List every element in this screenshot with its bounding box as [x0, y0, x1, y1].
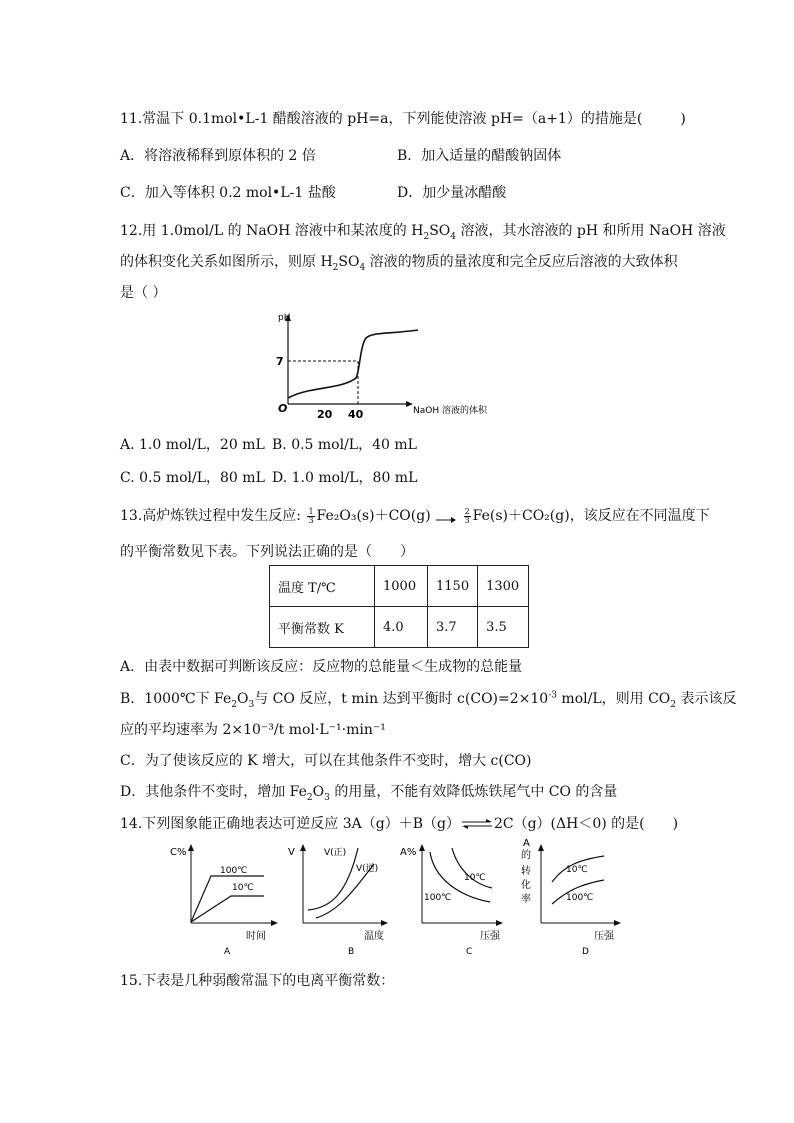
x-tick-40: 40 [348, 408, 364, 421]
graph-b-xlabel: 温度 [364, 931, 384, 942]
q12-stem-line1: 12.用 1.0mol/L 的 NaOH 溶液中和某浓度的 $H_2SO_4$ 溶液，其水溶液的 pH 和所用 NaOH 溶液 [120, 223, 726, 242]
graph-b [288, 844, 388, 957]
q11-stem: 11.常温下 0.1mol•L-1 醋酸溶液的 pH=a，下列能使溶液 pH=（a+1）的措施是( ) [120, 111, 686, 127]
table-row [270, 607, 529, 648]
q13-option-b[interactable]: B．1000℃下 $Fe_2O_3$与 CO 反应，t min 达到平衡时 $c(CO)=2\times 10^{-3}$ mol/L，则用 $CO_2$ 表示该反 [120, 690, 737, 710]
q15-stem: 15.下表是几种弱酸常温下的电离平衡常数： [120, 973, 395, 989]
q12-option-a[interactable]: A. 1.0 mol/L，20 mL [120, 437, 265, 453]
graph-c-curve2-label: 100℃ [424, 893, 452, 903]
x-axis-arrow-icon [406, 401, 413, 407]
q11-option-c[interactable]: C．加入等体积 0.2 mol•L-1 盐酸 [120, 185, 336, 201]
graph-d-ylabel-2: 的 [521, 850, 531, 861]
graph-a-caption: A [224, 947, 231, 957]
q11-option-d[interactable]: D．加少量冰醋酸 [397, 185, 507, 201]
graph-d [521, 838, 621, 957]
fraction-one-third: $\frac{1}{3}$ [308, 506, 314, 525]
x-axis-label: NaOH 溶液的体积 [413, 406, 487, 416]
graph-a [170, 844, 278, 957]
q13-option-a[interactable]: A．由表中数据可判断该反应：反应物的总能量＜生成物的总能量 [120, 659, 523, 675]
table-cell: 平衡常数 K [270, 607, 375, 648]
graph-d-ylabel-3: 转 [521, 866, 531, 877]
graph-a-xlabel: 时间 [246, 931, 266, 942]
graph-d-curve1-label: 10℃ [566, 865, 588, 875]
graph-b-ylabel: V [288, 847, 295, 858]
y-tick-7: 7 [276, 355, 284, 368]
table-row [270, 566, 529, 607]
graph-d-ylabel-5: 率 [521, 894, 531, 905]
table-cell: 1150 [428, 566, 478, 607]
graph-b-caption: B [348, 947, 355, 957]
equilibrium-arrow-icon [460, 818, 494, 830]
graph-d-ylabel-1: A [523, 838, 530, 849]
graph-c [400, 844, 503, 957]
q13-option-b-line2: 应的平均速率为 2×10⁻³/t mol·L⁻¹·min⁻¹ [120, 722, 386, 738]
table-cell: 温度 T/℃ [270, 566, 375, 607]
q12-stem-line2: 的体积变化关系如图所示，则原 $H_2SO_4$ 溶液的物质的量浓度和完全反应后溶液的大致体积 [120, 254, 678, 273]
graph-c-xlabel: 压强 [480, 931, 500, 942]
graph-a-curve2-label: 10℃ [232, 883, 254, 893]
reaction-arrow-icon [435, 512, 457, 520]
q11-option-a[interactable]: A．将溶液稀释到原体积的 2 倍 [120, 148, 316, 164]
q12-option-d[interactable]: D. 1.0 mol/L，80 mL [272, 470, 418, 486]
q11-option-b[interactable]: B．加入适量的醋酸钠固体 [397, 148, 562, 164]
table-cell: 3.5 [478, 607, 529, 648]
fraction-two-thirds: $\frac{2}{3}$ [464, 506, 470, 525]
titration-curve [288, 330, 418, 398]
q14-stem: 14.下列图象能正确地表达可逆反应 3A（g）＋B（g） 2C（g）(ΔH＜0) 的是( ) [120, 816, 679, 832]
q12-option-b[interactable]: B. 0.5 mol/L，40 mL [272, 437, 417, 453]
table-cell: 1000 [375, 566, 428, 607]
table-cell: 4.0 [375, 607, 428, 648]
q13-stem: 13.高炉炼铁过程中发生反应: $\frac{1}{3} Fe_2O_3(s)+CO(g) \frac{2}{3} Fe(s)+CO_2(g)$，该反应在不同温度下 [120, 506, 710, 525]
q13-option-c[interactable]: C．为了使该反应的 K 增大，可以在其他条件不变时，增大 c(CO) [120, 753, 532, 769]
graph-d-xlabel: 压强 [594, 931, 614, 942]
q13-option-d[interactable]: D．其他条件不变时，增加 $Fe_2O_3$ 的用量，不能有效降低炼铁尾气中 CO 的含量 [120, 784, 618, 803]
graph-c-curve1-label: 10℃ [464, 873, 486, 883]
table-cell: 3.7 [428, 607, 478, 648]
q12-titration-graph [270, 308, 530, 423]
origin-label: O [278, 402, 288, 415]
q12-stem-line3: 是（ ） [120, 285, 167, 301]
graph-d-curve2-label: 100℃ [566, 893, 594, 903]
x-tick-20: 20 [317, 408, 333, 421]
q12-option-c[interactable]: C. 0.5 mol/L，80 mL [120, 470, 265, 486]
graph-c-caption: C [466, 947, 473, 957]
graph-b-curve1-label: V(正) [324, 848, 347, 858]
graph-d-ylabel-4: 化 [521, 880, 531, 891]
q14-graphs [168, 838, 628, 960]
graph-a-ylabel: C% [170, 847, 187, 858]
graph-d-caption: D [582, 947, 589, 957]
y-axis-label: pH [278, 313, 291, 323]
q13-stem-line2: 的平衡常数见下表。下列说法正确的是（ ） [120, 544, 414, 560]
q13-equilibrium-table [269, 565, 529, 648]
graph-c-ylabel: A% [400, 847, 417, 858]
table-cell: 1300 [478, 566, 529, 607]
graph-b-curve2-label: V(逆) [356, 864, 379, 874]
graph-a-curve1-label: 100℃ [220, 866, 248, 876]
